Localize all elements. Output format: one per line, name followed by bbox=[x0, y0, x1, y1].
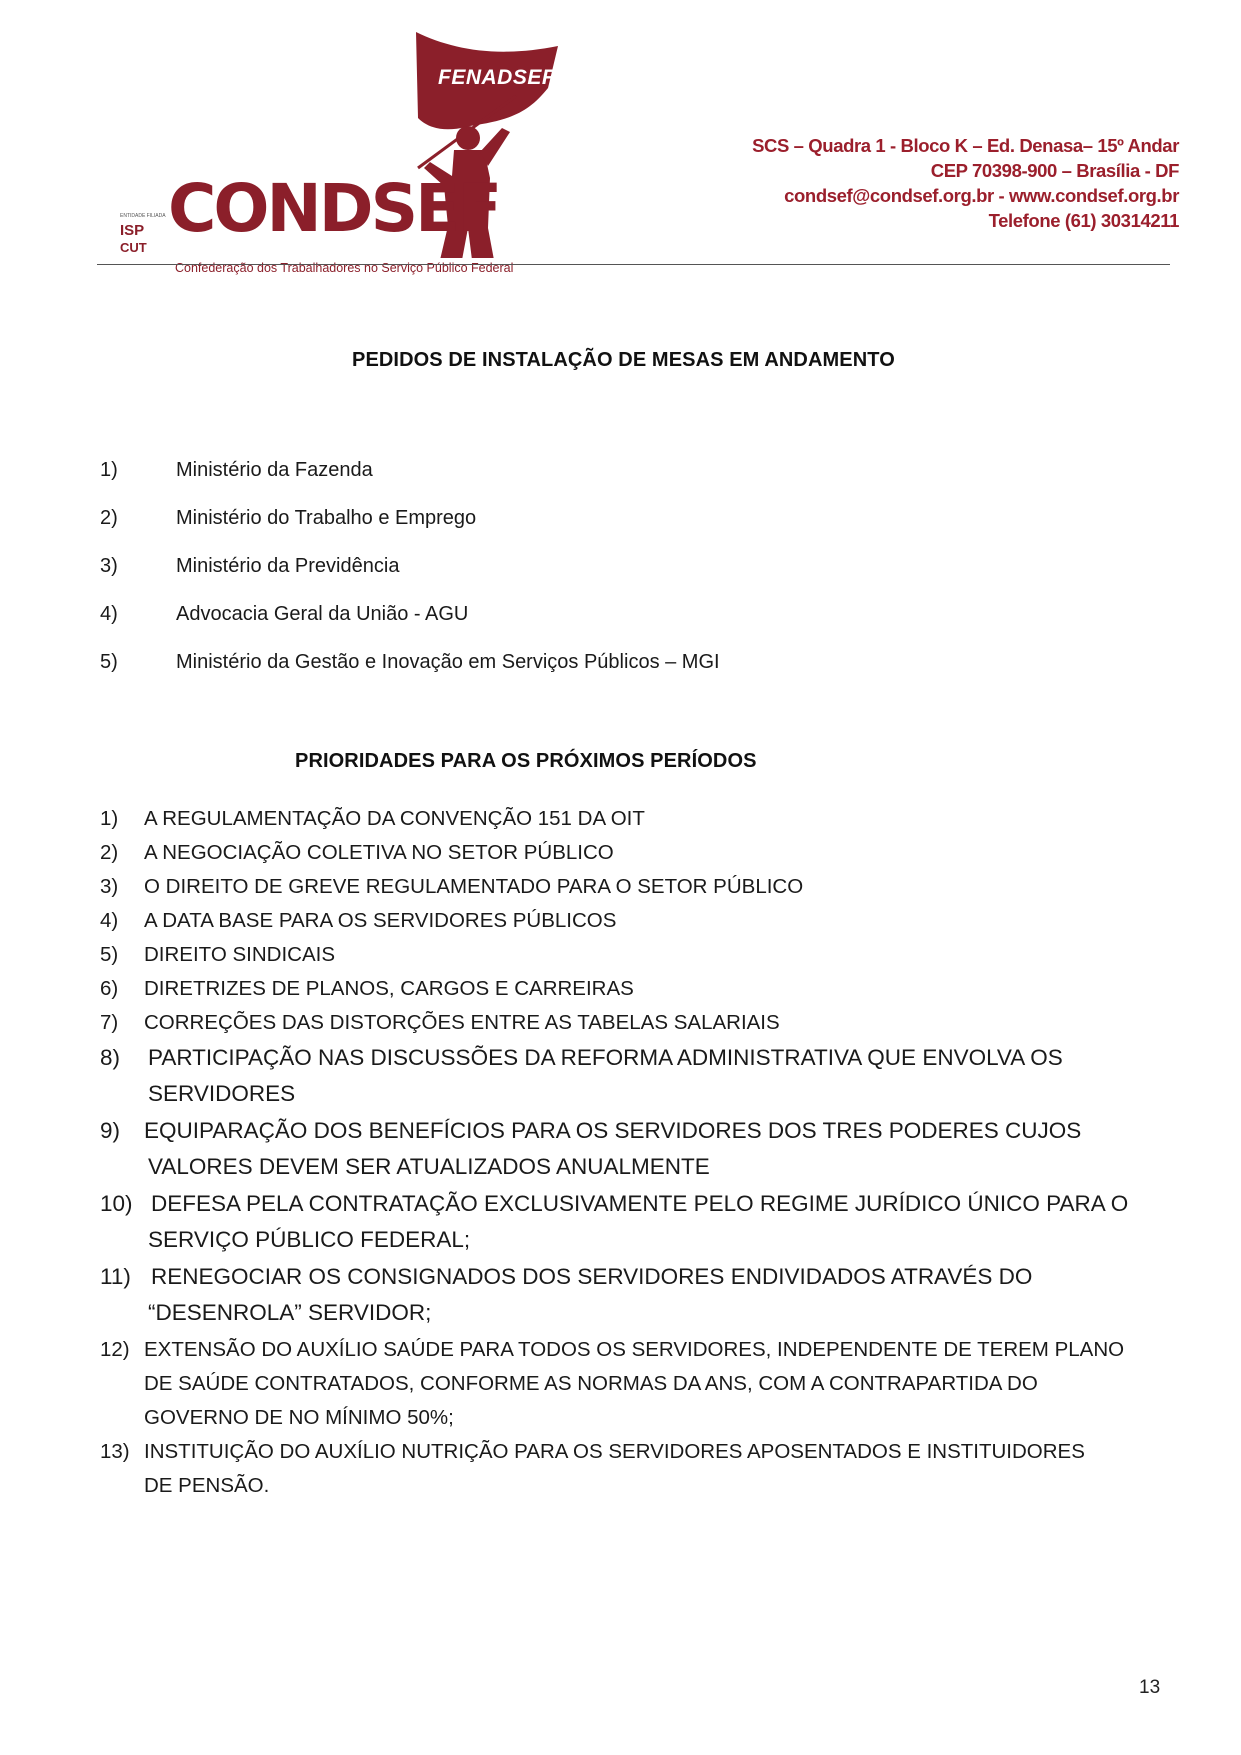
list-text: Advocacia Geral da União - AGU bbox=[176, 603, 469, 625]
list-number: 4) bbox=[100, 909, 119, 932]
list-text: DE SAÚDE CONTRATADOS, CONFORME AS NORMAS DA ANS, COM A CONTRAPARTIDA DO bbox=[144, 1372, 1038, 1395]
list-text: Ministério da Fazenda bbox=[176, 459, 373, 481]
phone-line: Telefone (61) 30314211 bbox=[988, 210, 1179, 231]
list-number: 2) bbox=[100, 841, 119, 864]
list-number: 6) bbox=[100, 977, 119, 1000]
list-text: SERVIDORES bbox=[148, 1081, 296, 1106]
list-text: Ministério do Trabalho e Emprego bbox=[176, 507, 477, 529]
logo-subtitle: Confederação dos Trabalhadores no Serviço Público Federal bbox=[175, 261, 514, 275]
list-number: 3) bbox=[100, 555, 118, 577]
list-text: DIRETRIZES DE PLANOS, CARGOS E CARREIRAS bbox=[144, 977, 634, 1000]
list-text: DIREITO SINDICAIS bbox=[144, 943, 335, 966]
list-text: PARTICIPAÇÃO NAS DISCUSSÕES DA REFORMA ADMINISTRATIVA QUE ENVOLVA OS bbox=[148, 1045, 1063, 1070]
condsef-wordmark: CONDSEF bbox=[168, 170, 500, 247]
list-text: “DESENROLA” SERVIDOR; bbox=[148, 1300, 432, 1325]
list-number: 4) bbox=[100, 603, 118, 625]
isp-label: ISP bbox=[120, 222, 145, 239]
list-text: RENEGOCIAR OS CONSIGNADOS DOS SERVIDORES ENDIVIDADOS ATRAVÉS DO bbox=[151, 1264, 1033, 1289]
list-number: 9) bbox=[100, 1118, 121, 1143]
list-text: O DIREITO DE GREVE REGULAMENTADO PARA O SETOR PÚBLICO bbox=[144, 875, 804, 898]
header-divider bbox=[97, 264, 1170, 265]
address-line: CEP 70398-900 – Brasília - DF bbox=[930, 160, 1179, 181]
fenadsef-flag-text: FENADSEF bbox=[438, 66, 556, 89]
list-text: EXTENSÃO DO AUXÍLIO SAÚDE PARA TODOS OS SERVIDORES, INDEPENDENTE DE TEREM PLANO bbox=[144, 1338, 1125, 1361]
list-number: 1) bbox=[100, 459, 118, 481]
list-number: 2) bbox=[100, 507, 118, 529]
list-number: 5) bbox=[100, 651, 118, 673]
list-number: 3) bbox=[100, 875, 119, 898]
list-text: Ministério da Gestão e Inovação em Serviços Públicos – MGI bbox=[176, 651, 720, 673]
list-number: 10) bbox=[100, 1191, 133, 1216]
list-number: 13) bbox=[100, 1440, 130, 1463]
list-text: VALORES DEVEM SER ATUALIZADOS ANUALMENTE bbox=[148, 1154, 710, 1179]
list-text: SERVIÇO PÚBLICO FEDERAL; bbox=[148, 1227, 471, 1252]
list-number: 5) bbox=[100, 943, 119, 966]
contact-line[interactable]: condsef@condsef.org.br - www.condsef.org.br bbox=[784, 185, 1179, 206]
list-number: 1) bbox=[100, 807, 119, 830]
list-text: INSTITUIÇÃO DO AUXÍLIO NUTRIÇÃO PARA OS SERVIDORES APOSENTADOS E INSTITUIDORES bbox=[144, 1440, 1085, 1463]
section-title-prioridades: PRIORIDADES PARA OS PRÓXIMOS PERÍODOS bbox=[295, 750, 757, 772]
address-block bbox=[752, 133, 1179, 233]
list-text: A REGULAMENTAÇÃO DA CONVENÇÃO 151 DA OIT bbox=[144, 807, 645, 830]
list-text: A DATA BASE PARA OS SERVIDORES PÚBLICOS bbox=[144, 909, 617, 932]
address-line: SCS – Quadra 1 - Bloco K – Ed. Denasa– 15º Andar bbox=[752, 135, 1179, 156]
section-title-mesas: PEDIDOS DE INSTALAÇÃO DE MESAS EM ANDAMENTO bbox=[352, 349, 895, 371]
list-number: 11) bbox=[100, 1264, 131, 1289]
list-number: 12) bbox=[100, 1338, 130, 1361]
list-text: EQUIPARAÇÃO DOS BENEFÍCIOS PARA OS SERVIDORES DOS TRES PODERES CUJOS bbox=[144, 1118, 1082, 1143]
condsef-logo bbox=[118, 28, 568, 275]
list-number: 7) bbox=[100, 1011, 119, 1034]
list-text: CORREÇÕES DAS DISTORÇÕES ENTRE AS TABELAS SALARIAIS bbox=[144, 1011, 780, 1034]
list-text: GOVERNO DE NO MÍNIMO 50%; bbox=[144, 1406, 454, 1429]
page-number: 13 bbox=[1139, 1677, 1161, 1698]
list-text: DEFESA PELA CONTRATAÇÃO EXCLUSIVAMENTE PELO REGIME JURÍDICO ÚNICO PARA O bbox=[151, 1191, 1129, 1216]
affiliation-label: ENTIDADE FILIADA bbox=[120, 213, 166, 219]
list-text: DE PENSÃO. bbox=[144, 1474, 270, 1497]
list-text: A NEGOCIAÇÃO COLETIVA NO SETOR PÚBLICO bbox=[144, 841, 614, 864]
cut-label: CUT bbox=[120, 240, 147, 255]
list-number: 8) bbox=[100, 1045, 121, 1070]
list-text: Ministério da Previdência bbox=[176, 555, 400, 577]
